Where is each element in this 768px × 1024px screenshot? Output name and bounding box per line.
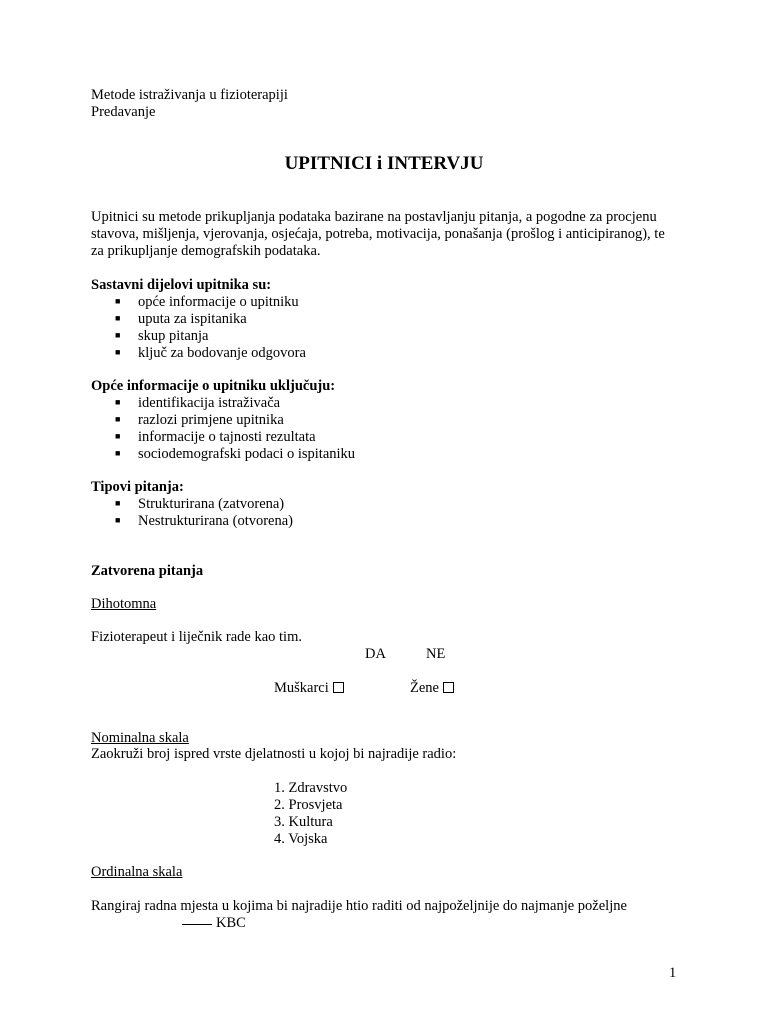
intro-paragraph: Upitnici su metode prikupljanja podataka bazirane na postavljanju pitanja, a pogodne za procjenu stavova, mišljenja, vjerovanja, osjećaja, potreba, motivacija, ponašanja (prošlog i anticipiranog), te za prikupljanje demografskih podataka. <box>91 209 665 259</box>
document-type: Predavanje <box>91 104 156 120</box>
bullet-icon: ■ <box>115 498 121 508</box>
answer-yes: DA <box>365 646 386 662</box>
list-item: ■ skup pitanja <box>115 328 209 344</box>
bullet-icon: ■ <box>115 347 121 357</box>
bullet-icon: ■ <box>115 414 121 424</box>
bullet-icon: ■ <box>115 397 121 407</box>
option-female: Žene <box>410 680 454 697</box>
bullet-icon: ■ <box>115 296 121 306</box>
list-item: ■ uputa za ispitanika <box>115 311 247 327</box>
components-heading: Sastavni dijelovi upitnika su: <box>91 277 272 293</box>
list-item: ■ informacije o tajnosti rezultata <box>115 429 316 445</box>
bullet-icon: ■ <box>115 431 121 441</box>
question-types-heading: Tipovi pitanja: <box>91 479 184 495</box>
answer-blank <box>182 924 212 925</box>
dichotomous-statement: Fizioterapeut i liječnik rade kao tim. <box>91 629 302 645</box>
nominal-instruction: Zaokruži broj ispred vrste djelatnosti u kojoj bi najradije radio: <box>91 746 457 762</box>
course-name: Metode istraživanja u fizioterapiji <box>91 87 288 103</box>
ordinal-instruction: Rangiraj radna mjesta u kojima bi najradije htio raditi od najpoželjnije do najmanje poželjne <box>91 898 627 914</box>
bullet-icon: ■ <box>115 448 121 458</box>
nominal-heading: Nominalna skala <box>91 730 189 746</box>
answer-no: NE <box>426 646 446 662</box>
list-item: ■ razlozi primjene upitnika <box>115 412 284 428</box>
list-item: 2. Prosvjeta <box>274 797 343 813</box>
dichotomous-heading: Dihotomna <box>91 596 157 612</box>
option-male: Muškarci <box>274 680 344 697</box>
bullet-icon: ■ <box>115 313 121 323</box>
general-info-heading: Opće informacije o upitniku uključuju: <box>91 378 336 394</box>
bullet-icon: ■ <box>115 515 121 525</box>
list-item: ■ ključ za bodovanje odgovora <box>115 345 306 361</box>
checkbox-icon <box>443 682 454 693</box>
list-item: ■ Strukturirana (zatvorena) <box>115 496 285 512</box>
list-item: 3. Kultura <box>274 814 333 830</box>
page-number: 1 <box>669 965 677 981</box>
ordinal-option: KBC <box>182 915 246 932</box>
closed-questions-heading: Zatvorena pitanja <box>91 563 204 579</box>
list-item: 4. Vojska <box>274 831 328 847</box>
ordinal-heading: Ordinalna skala <box>91 864 183 880</box>
list-item: ■ Nestrukturirana (otvorena) <box>115 513 294 529</box>
page-title: UPITNICI i INTERVJU <box>284 153 484 174</box>
list-item: ■ opće informacije o upitniku <box>115 294 299 310</box>
bullet-icon: ■ <box>115 330 121 340</box>
list-item: 1. Zdravstvo <box>274 780 348 796</box>
list-item: ■ sociodemografski podaci o ispitaniku <box>115 446 356 462</box>
checkbox-icon <box>333 682 344 693</box>
list-item: ■ identifikacija istraživača <box>115 395 281 411</box>
